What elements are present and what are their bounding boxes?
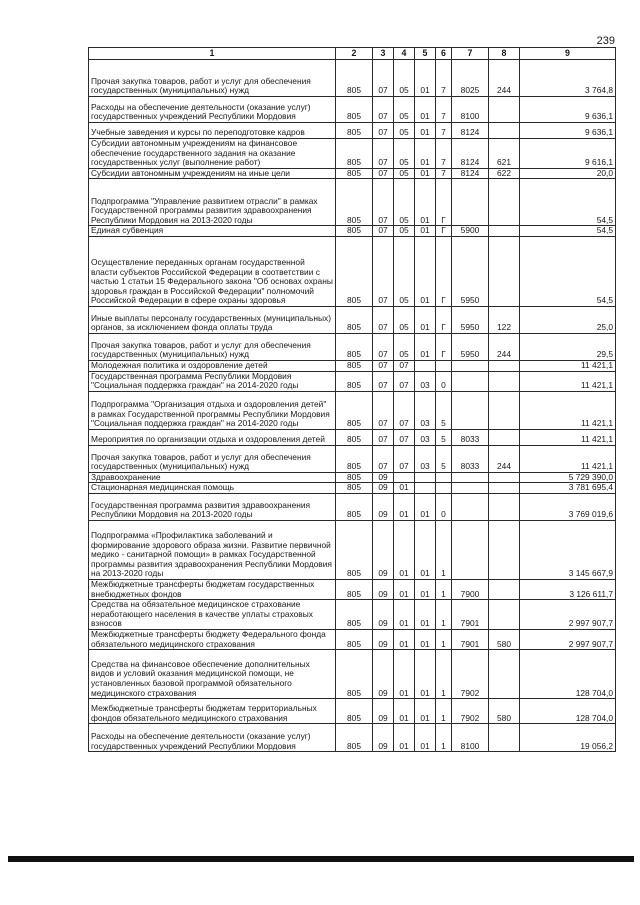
row-code-cell: [452, 360, 489, 371]
row-code-cell: Г: [436, 179, 452, 226]
row-code-cell: 805: [336, 97, 373, 123]
column-header: 8: [489, 48, 520, 60]
row-code-cell: 09: [373, 699, 394, 724]
row-code-cell: 07: [394, 429, 415, 445]
row-code-cell: 09: [373, 724, 394, 752]
table-row: [89, 179, 616, 226]
row-code-cell: 8033: [452, 429, 489, 445]
row-code-cell: 05: [394, 123, 415, 139]
row-code-cell: 805: [336, 236, 373, 306]
row-amount-cell: 54,5: [520, 179, 616, 226]
row-amount-cell: 11 421,1: [520, 371, 616, 391]
table-row: [89, 600, 616, 630]
row-code-cell: 7901: [452, 600, 489, 630]
row-code-cell: 805: [336, 600, 373, 630]
row-code-cell: 09: [373, 629, 394, 649]
row-amount-cell: 3 764,8: [520, 60, 616, 97]
row-code-cell: 8124: [452, 168, 489, 179]
row-code-cell: 01: [415, 168, 436, 179]
row-amount-cell: 9 636,1: [520, 97, 616, 123]
row-code-cell: 1: [436, 650, 452, 699]
column-header: 7: [452, 48, 489, 60]
row-code-cell: 03: [415, 391, 436, 429]
row-code-cell: 01: [415, 493, 436, 520]
row-code-cell: 805: [336, 445, 373, 472]
row-code-cell: [489, 371, 520, 391]
row-amount-cell: 3 769 019,6: [520, 493, 616, 520]
row-code-cell: 244: [489, 60, 520, 97]
row-code-cell: 01: [394, 520, 415, 579]
row-code-cell: 07: [373, 97, 394, 123]
row-code-cell: 805: [336, 391, 373, 429]
row-code-cell: 09: [373, 600, 394, 630]
row-code-cell: 01: [415, 600, 436, 630]
row-code-cell: 05: [394, 333, 415, 360]
row-code-cell: 01: [415, 179, 436, 226]
column-header: 9: [520, 48, 616, 60]
row-code-cell: 622: [489, 168, 520, 179]
table-row: [89, 629, 616, 649]
row-name-cell: Межбюджетные трансферты бюджетам территориальных фондов обязательного медицинского страхования: [89, 699, 336, 724]
row-code-cell: 01: [394, 724, 415, 752]
row-amount-cell: 11 421,1: [520, 445, 616, 472]
row-code-cell: 5950: [452, 236, 489, 306]
row-code-cell: 805: [336, 472, 373, 483]
row-code-cell: 09: [373, 650, 394, 699]
table-row: [89, 97, 616, 123]
table-row: [89, 650, 616, 699]
row-code-cell: 7: [436, 123, 452, 139]
row-amount-cell: 3 145 667,9: [520, 520, 616, 579]
row-code-cell: 01: [415, 724, 436, 752]
table-row: [89, 472, 616, 483]
row-name-cell: Государственная программа Республики Мордовия "Социальная поддержка граждан" на 2014-2020 годы: [89, 371, 336, 391]
row-code-cell: 07: [373, 123, 394, 139]
row-amount-cell: 54,5: [520, 236, 616, 306]
row-code-cell: [452, 520, 489, 579]
row-code-cell: 07: [373, 371, 394, 391]
row-code-cell: 07: [394, 391, 415, 429]
row-code-cell: [452, 391, 489, 429]
row-amount-cell: 5 729 390,0: [520, 472, 616, 483]
table-row: [89, 429, 616, 445]
row-code-cell: [489, 650, 520, 699]
row-name-cell: Средства на финансовое обеспечение дополнительных видов и условий оказания медицинской помощи, не установленных базовой программой обязательного медицинского страхования: [89, 650, 336, 699]
table-row: [89, 123, 616, 139]
row-code-cell: 01: [394, 629, 415, 649]
row-amount-cell: 2 997 907,7: [520, 629, 616, 649]
row-code-cell: 07: [394, 445, 415, 472]
row-code-cell: 1: [436, 600, 452, 630]
row-code-cell: 03: [415, 371, 436, 391]
row-code-cell: 07: [373, 445, 394, 472]
row-amount-cell: 2 997 907,7: [520, 600, 616, 630]
row-code-cell: 07: [373, 139, 394, 169]
row-name-cell: Средства на обязательное медицинское страхование неработающего населения в качестве уплаты страховых взносов: [89, 600, 336, 630]
row-code-cell: 05: [394, 139, 415, 169]
column-header: 6: [436, 48, 452, 60]
row-name-cell: Стационарная медицинская помощь: [89, 483, 336, 494]
table-row: [89, 333, 616, 360]
column-header: 3: [373, 48, 394, 60]
row-code-cell: 580: [489, 629, 520, 649]
row-code-cell: 5900: [452, 226, 489, 237]
row-code-cell: 01: [394, 579, 415, 599]
row-code-cell: 05: [394, 179, 415, 226]
row-code-cell: 07: [373, 306, 394, 333]
table-row: [89, 483, 616, 494]
row-code-cell: 805: [336, 360, 373, 371]
row-code-cell: 805: [336, 226, 373, 237]
row-code-cell: 01: [415, 236, 436, 306]
row-amount-cell: 20,0: [520, 168, 616, 179]
row-name-cell: Иные выплаты персоналу государственных (муниципальных) органов, за исключением фонда оплаты труда: [89, 306, 336, 333]
row-code-cell: 7901: [452, 629, 489, 649]
row-name-cell: Межбюджетные трансферты бюджетам государственных внебюджетных фондов: [89, 579, 336, 599]
row-code-cell: [452, 179, 489, 226]
row-code-cell: 07: [373, 168, 394, 179]
row-code-cell: 01: [415, 629, 436, 649]
table-row: [89, 371, 616, 391]
row-code-cell: 07: [394, 371, 415, 391]
row-code-cell: [452, 472, 489, 483]
table-row: [89, 168, 616, 179]
table-row: [89, 579, 616, 599]
table-row: [89, 493, 616, 520]
row-code-cell: 5: [436, 391, 452, 429]
row-code-cell: 01: [394, 650, 415, 699]
row-code-cell: [452, 371, 489, 391]
row-amount-cell: 29,5: [520, 333, 616, 360]
row-code-cell: [489, 472, 520, 483]
row-code-cell: 01: [415, 226, 436, 237]
row-code-cell: 8033: [452, 445, 489, 472]
row-code-cell: 0: [436, 493, 452, 520]
row-code-cell: [436, 483, 452, 494]
row-name-cell: Прочая закупка товаров, работ и услуг для обеспечения государственных (муниципальных) нужд: [89, 60, 336, 97]
row-code-cell: 01: [415, 139, 436, 169]
row-name-cell: Мероприятия по организации отдыха и оздоровления детей: [89, 429, 336, 445]
row-code-cell: 07: [373, 360, 394, 371]
row-code-cell: [436, 360, 452, 371]
row-code-cell: [489, 579, 520, 599]
row-code-cell: 07: [373, 429, 394, 445]
row-amount-cell: 25,0: [520, 306, 616, 333]
row-code-cell: [415, 472, 436, 483]
row-code-cell: 07: [373, 333, 394, 360]
row-code-cell: 01: [415, 333, 436, 360]
row-amount-cell: 11 421,1: [520, 391, 616, 429]
row-code-cell: 01: [394, 493, 415, 520]
table-row: [89, 236, 616, 306]
table-row: [89, 60, 616, 97]
row-code-cell: 03: [415, 429, 436, 445]
row-code-cell: 805: [336, 699, 373, 724]
table-row: [89, 391, 616, 429]
row-code-cell: 580: [489, 699, 520, 724]
row-code-cell: 7900: [452, 579, 489, 599]
row-code-cell: [452, 483, 489, 494]
row-code-cell: 8124: [452, 123, 489, 139]
row-code-cell: 01: [415, 306, 436, 333]
row-code-cell: 8100: [452, 724, 489, 752]
row-code-cell: 1: [436, 724, 452, 752]
row-code-cell: 1: [436, 579, 452, 599]
row-code-cell: [394, 472, 415, 483]
row-code-cell: 621: [489, 139, 520, 169]
row-code-cell: 805: [336, 168, 373, 179]
row-code-cell: 5: [436, 445, 452, 472]
row-code-cell: 244: [489, 333, 520, 360]
budget-table: [88, 47, 616, 752]
row-code-cell: 05: [394, 236, 415, 306]
row-code-cell: [415, 483, 436, 494]
row-code-cell: [415, 360, 436, 371]
row-name-cell: Молодежная политика и оздоровление детей: [89, 360, 336, 371]
row-code-cell: 01: [394, 600, 415, 630]
row-name-cell: Межбюджетные трансферты бюджету Федерального фонда обязательного медицинского страхования: [89, 629, 336, 649]
row-code-cell: 05: [394, 226, 415, 237]
row-code-cell: 01: [415, 579, 436, 599]
row-code-cell: 805: [336, 429, 373, 445]
row-name-cell: Субсидии автономным учреждениям на иные цели: [89, 168, 336, 179]
row-code-cell: 7: [436, 60, 452, 97]
row-amount-cell: 54,5: [520, 226, 616, 237]
row-amount-cell: 9 636,1: [520, 123, 616, 139]
row-code-cell: 09: [373, 579, 394, 599]
row-code-cell: 09: [373, 520, 394, 579]
column-header: 2: [336, 48, 373, 60]
row-code-cell: Г: [436, 226, 452, 237]
row-code-cell: [489, 236, 520, 306]
row-code-cell: [489, 179, 520, 226]
row-name-cell: Государственная программа развития здравоохранения Республики Мордовия на 2013-2020 годы: [89, 493, 336, 520]
row-code-cell: [489, 123, 520, 139]
row-name-cell: Подпрограмма «Профилактика заболеваний и формирование здорового образа жизни. Развитие первичной медико - санитарной помощи» в рамках Государственной программы развития здравоохранения Республики Мордовия на 2013-2020 годы: [89, 520, 336, 579]
row-code-cell: 01: [415, 699, 436, 724]
row-amount-cell: 128 704,0: [520, 650, 616, 699]
row-code-cell: 805: [336, 520, 373, 579]
row-code-cell: 1: [436, 629, 452, 649]
row-name-cell: Учебные заведения и курсы по переподготовке кадров: [89, 123, 336, 139]
row-code-cell: 05: [394, 97, 415, 123]
row-code-cell: 805: [336, 60, 373, 97]
row-code-cell: 7: [436, 168, 452, 179]
row-code-cell: 07: [373, 236, 394, 306]
row-name-cell: Субсидии автономным учреждениям на финансовое обеспечение государственного задания на оказание государственных услуг (выполнение работ): [89, 139, 336, 169]
row-code-cell: [489, 226, 520, 237]
column-header: 1: [89, 48, 336, 60]
row-code-cell: 805: [336, 306, 373, 333]
row-name-cell: Подпрограмма "Организация отдыха и оздоровления детей" в рамках Государственной программы Республики Мордовия "Социальная поддержка граждан" на 2014-2020 годы: [89, 391, 336, 429]
row-code-cell: Г: [436, 333, 452, 360]
row-code-cell: [489, 429, 520, 445]
row-code-cell: 05: [394, 60, 415, 97]
row-name-cell: Подпрограмма "Управление развитием отрасли" в рамках Государственной программы развития здравоохранения Республики Мордовия на 2013-2020 годы: [89, 179, 336, 226]
row-code-cell: 01: [415, 60, 436, 97]
row-code-cell: 805: [336, 493, 373, 520]
row-amount-cell: 3 781 695,4: [520, 483, 616, 494]
row-amount-cell: 9 616,1: [520, 139, 616, 169]
row-code-cell: 8124: [452, 139, 489, 169]
row-code-cell: 03: [415, 445, 436, 472]
row-code-cell: 805: [336, 123, 373, 139]
row-code-cell: 07: [394, 360, 415, 371]
row-code-cell: 01: [394, 483, 415, 494]
row-code-cell: Г: [436, 306, 452, 333]
table-row: [89, 724, 616, 752]
row-code-cell: 805: [336, 371, 373, 391]
row-code-cell: 805: [336, 139, 373, 169]
row-code-cell: 01: [415, 650, 436, 699]
row-code-cell: 805: [336, 483, 373, 494]
row-code-cell: 5950: [452, 306, 489, 333]
table-row: [89, 445, 616, 472]
row-code-cell: [489, 493, 520, 520]
row-code-cell: 805: [336, 179, 373, 226]
row-code-cell: 805: [336, 579, 373, 599]
row-code-cell: 09: [373, 493, 394, 520]
row-name-cell: Здравоохранение: [89, 472, 336, 483]
row-code-cell: 7: [436, 97, 452, 123]
row-code-cell: [489, 97, 520, 123]
row-name-cell: Осуществление переданных органам государственной власти субъектов Российской Федерации в соответствии с частью 1 статьи 15 Федерального закона "Об основах охраны здоровья граждан в Российской Федерации" полномочий Российской Федерации в сфере охраны здоровья: [89, 236, 336, 306]
row-code-cell: 09: [373, 472, 394, 483]
row-code-cell: 01: [415, 520, 436, 579]
row-code-cell: 7902: [452, 699, 489, 724]
table-row: [89, 520, 616, 579]
row-name-cell: Единая субвенция: [89, 226, 336, 237]
row-code-cell: [436, 472, 452, 483]
table-row: [89, 699, 616, 724]
row-name-cell: Расходы на обеспечение деятельности (оказание услуг) государственных учреждений Республики Мордовия: [89, 724, 336, 752]
row-code-cell: 07: [373, 60, 394, 97]
table-row: [89, 306, 616, 333]
row-code-cell: Г: [436, 236, 452, 306]
row-code-cell: 8100: [452, 97, 489, 123]
row-code-cell: 122: [489, 306, 520, 333]
row-amount-cell: 11 421,1: [520, 429, 616, 445]
row-code-cell: [452, 493, 489, 520]
row-name-cell: Прочая закупка товаров, работ и услуг для обеспечения государственных (муниципальных) нужд: [89, 333, 336, 360]
row-code-cell: [489, 391, 520, 429]
row-code-cell: 7: [436, 139, 452, 169]
row-code-cell: [489, 520, 520, 579]
row-code-cell: 07: [373, 179, 394, 226]
row-code-cell: 7902: [452, 650, 489, 699]
row-code-cell: 805: [336, 724, 373, 752]
row-code-cell: [489, 360, 520, 371]
row-code-cell: 05: [394, 168, 415, 179]
row-code-cell: 1: [436, 699, 452, 724]
row-code-cell: 01: [415, 97, 436, 123]
row-code-cell: 01: [394, 699, 415, 724]
row-code-cell: 805: [336, 650, 373, 699]
row-code-cell: 01: [415, 123, 436, 139]
row-amount-cell: 3 126 611,7: [520, 579, 616, 599]
table-body: [89, 60, 616, 752]
row-code-cell: 805: [336, 629, 373, 649]
row-amount-cell: 19 056,2: [520, 724, 616, 752]
row-code-cell: [489, 724, 520, 752]
scan-edge-bar: [8, 856, 634, 862]
row-code-cell: 07: [373, 391, 394, 429]
row-code-cell: 8025: [452, 60, 489, 97]
row-name-cell: Прочая закупка товаров, работ и услуг для обеспечения государственных (муниципальных) нужд: [89, 445, 336, 472]
row-code-cell: [489, 483, 520, 494]
table-row: [89, 139, 616, 169]
column-header: 4: [394, 48, 415, 60]
row-code-cell: 244: [489, 445, 520, 472]
row-code-cell: 05: [394, 306, 415, 333]
table-row: [89, 226, 616, 237]
row-name-cell: Расходы на обеспечение деятельности (оказание услуг) государственных учреждений Республики Мордовия: [89, 97, 336, 123]
page-number: 239: [596, 35, 615, 47]
row-code-cell: 09: [373, 483, 394, 494]
row-code-cell: 5950: [452, 333, 489, 360]
row-amount-cell: 11 421,1: [520, 360, 616, 371]
row-code-cell: [489, 600, 520, 630]
table-row: [89, 360, 616, 371]
row-code-cell: 1: [436, 520, 452, 579]
row-code-cell: 07: [373, 226, 394, 237]
row-amount-cell: 128 704,0: [520, 699, 616, 724]
row-code-cell: 5: [436, 429, 452, 445]
column-header: 5: [415, 48, 436, 60]
row-code-cell: 0: [436, 371, 452, 391]
row-code-cell: 805: [336, 333, 373, 360]
table-header-row: [89, 48, 616, 60]
